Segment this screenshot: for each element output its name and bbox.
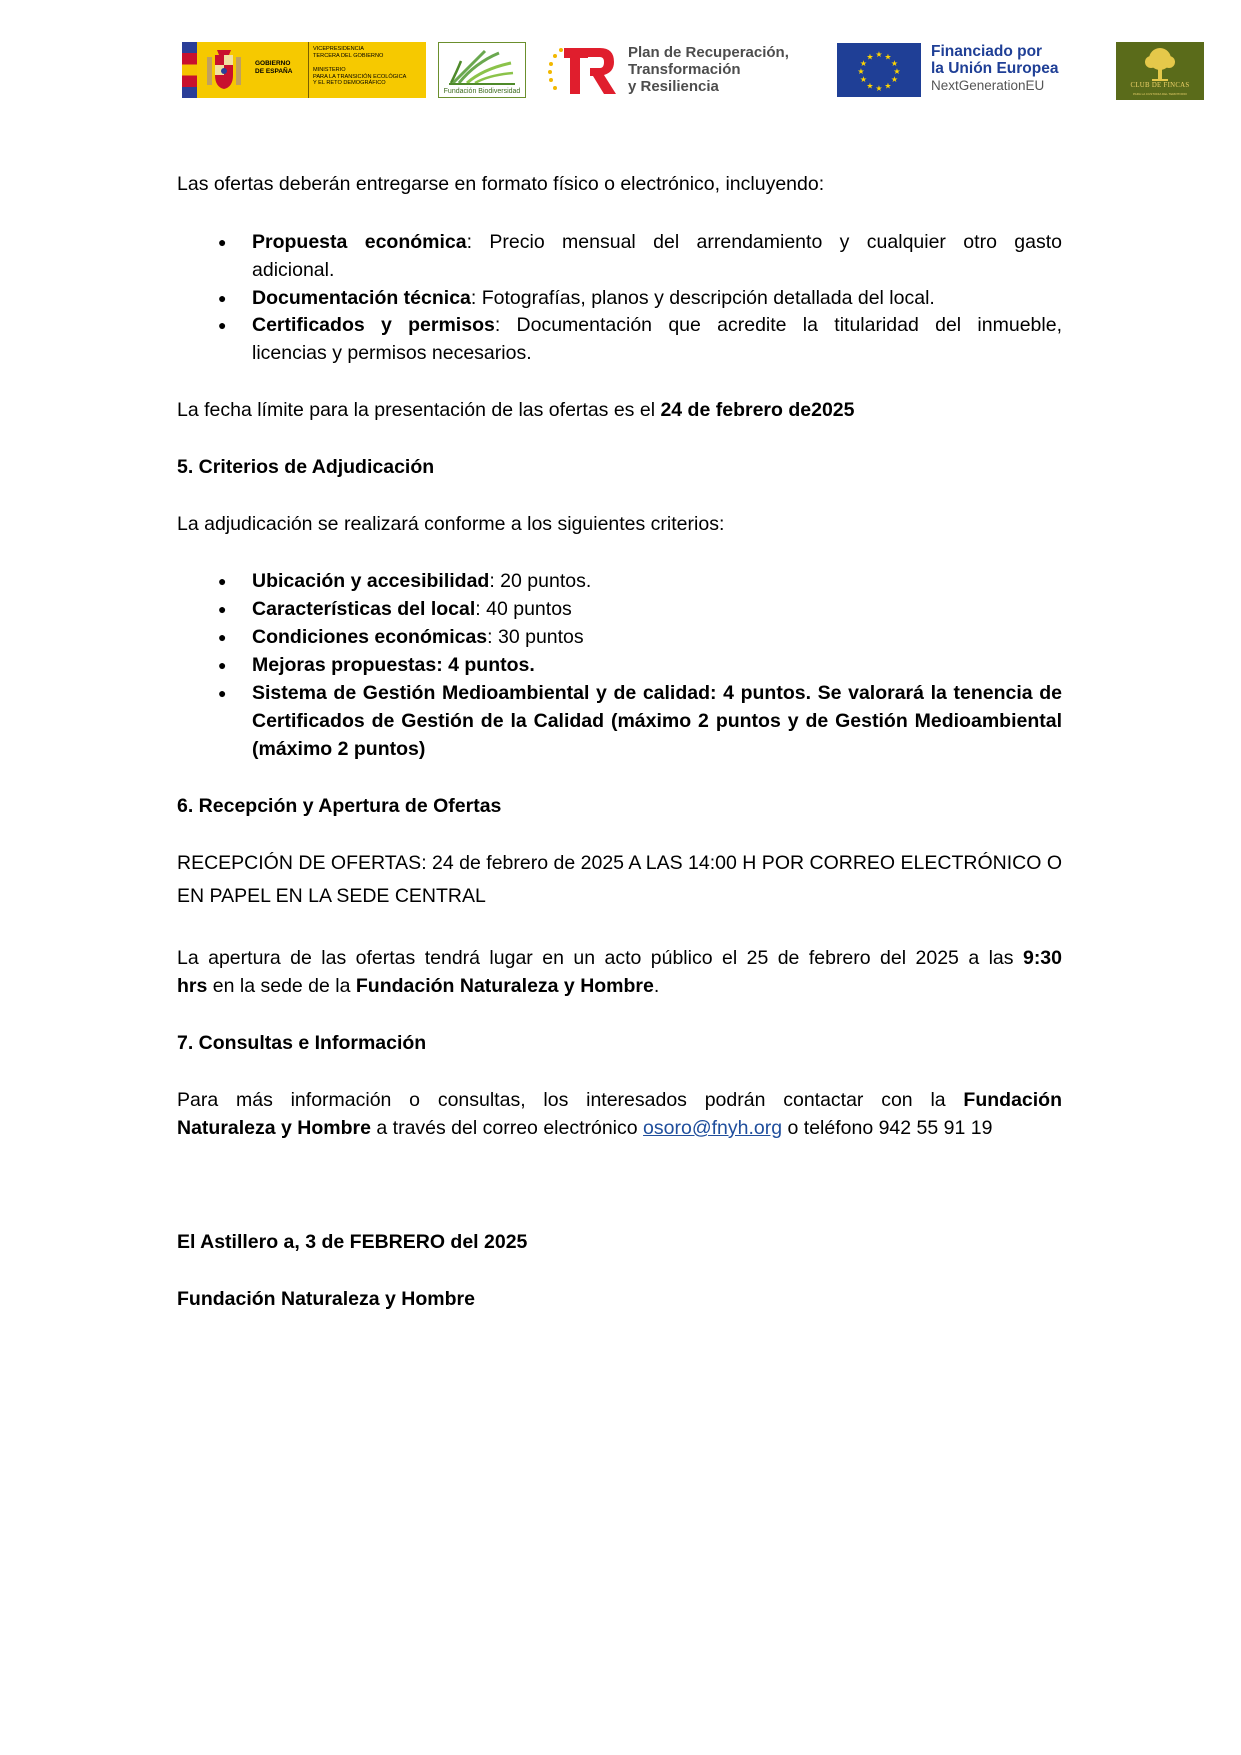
ministry-line4: PARA LA TRANSICIÓN ECOLÓGICA [313,73,407,80]
opening-text: en la sede de la [207,975,356,997]
svg-text:★: ★ [884,52,892,62]
list-item [252,311,1062,339]
tree-icon [1140,46,1180,82]
organization-name: Fundación Naturaleza y Hombre [355,975,654,997]
requirement-text-continued: licencias y permisos necesarios. [252,342,532,364]
list-item: Sistema de Gestión Medioambiental y de calidad: 4 puntos. Se valorará la tenencia de [252,682,1062,704]
prtr-line1: Plan de Recuperación, [628,44,789,61]
deadline-paragraph [177,396,1062,424]
requirement-term: Certificados y permisos [252,314,495,336]
gov-line1: GOBIERNO [255,60,291,67]
list-item [252,284,1062,312]
section5-intro: La adjudicación se realizará conforme a los siguientes criterios: [177,513,725,535]
requirement-term: Documentación técnica [252,287,471,309]
bullet-icon: ● [218,629,227,645]
bullet-icon: ● [218,573,227,589]
club-name: CLUB DE FINCAS [1130,82,1190,89]
organization-name: Naturaleza y Hombre [177,1117,371,1139]
bullet-icon: ● [218,290,227,306]
ministry-line5: Y EL RETO DEMOGRÁFICO [313,80,386,87]
svg-text:★: ★ [866,52,874,62]
contact-paragraph [177,1086,1062,1114]
bullet-icon: ● [218,685,227,701]
ministry-line2: TERCERA DEL GOBIERNO [313,52,384,59]
organization-name: Fundación [963,1089,1062,1111]
section-heading: 7. Consultas e Información [177,1032,427,1054]
deadline-text: La fecha límite para la presentación de las ofertas es el [177,399,661,421]
club-de-fincas-logo [1116,42,1204,100]
header-logos [182,42,1212,100]
list-item [252,651,1062,679]
list-item [252,595,1062,623]
criterion-term: Características del local [252,598,476,620]
svg-text:★: ★ [875,50,883,59]
eu-line2: la Unión Europea [931,60,1059,77]
gov-line2: DE ESPAÑA [255,67,293,75]
prtr-line2: Transformación [628,61,741,78]
email-link[interactable]: osoro@fnyh.org [643,1117,783,1139]
criterion-points: : 40 puntos [475,598,572,620]
tr-emblem-icon [546,42,622,98]
bullet-icon: ● [218,317,227,333]
place-date: El Astillero a, 3 de FEBRERO del 2025 [177,1231,528,1253]
criterion-points: : 30 puntos [487,626,584,648]
bullet-icon: ● [218,234,227,250]
ministry-line3: MINISTERIO [313,67,346,74]
opening-paragraph [177,944,1062,972]
biodiversidad-label: Fundación Biodiversidad [443,88,521,95]
requirement-text: : Fotografías, planos y descripción detallada del local. [470,287,935,309]
ministry-line1: VICEPRESIDENCIA [313,46,364,52]
section-heading: 6. Recepción y Apertura de Ofertas [177,795,502,817]
plan-recuperacion-logo [546,42,836,98]
eu-flag-stripe [182,42,197,98]
gobierno-espana-logo [182,42,426,98]
contact-text: a través del correo electrónico [370,1117,644,1139]
grass-icon [449,47,515,85]
prtr-line3: y Resiliencia [628,78,719,95]
svg-text:★: ★ [866,81,874,91]
signature-org: Fundación Naturaleza y Hombre [177,1288,475,1310]
reception-paragraph: RECEPCIÓN DE OFERTAS: 24 de febrero de 2025 A LAS 14:00 H POR CORREO ELECTRÓNICO O [177,852,1062,874]
criterion-term: Condiciones económicas [252,626,488,648]
ministry-text [309,42,426,98]
reception-paragraph-continued: EN PAPEL EN LA SEDE CENTRAL [177,885,486,907]
requirement-text: : Documentación que acredite la titularidad del inmueble, [494,314,1062,336]
opening-time-unit: hrs [177,975,208,997]
svg-text:★: ★ [859,59,868,68]
svg-text:★: ★ [857,67,865,76]
contact-text: Para más información o consultas, los interesados podrán contactar con la [177,1089,964,1111]
fundacion-biodiversidad-logo [438,42,526,98]
list-item-continued: Certificados de Gestión de la Calidad (máximo 2 puntos y de Gestión Medioambiental [252,710,1062,732]
deadline-date: 24 de febrero de2025 [660,399,855,421]
svg-text:★: ★ [890,75,899,84]
list-item-continued: (máximo 2 puntos) [252,738,426,760]
eu-funding-logo [837,42,1073,98]
eu-flag-icon [837,43,921,97]
coat-of-arms-icon [197,42,251,98]
requirement-term: Propuesta económica [252,231,467,253]
opening-end: . [653,975,660,997]
contact-paragraph-continued [177,1114,1062,1142]
opening-time: 9:30 [1022,947,1062,969]
bullet-icon: ● [218,601,227,617]
opening-text: La apertura de las ofertas tendrá lugar en un acto público el 25 de febrero del 2025 a las [177,947,1023,969]
eu-line3: NextGenerationEU [931,78,1045,93]
list-item [252,567,1062,595]
criterion-points: : 20 puntos. [489,570,592,592]
svg-text:★: ★ [875,84,883,93]
list-item [252,228,1062,256]
svg-text:★: ★ [884,81,892,91]
club-subtitle: PARA LA CUSTODIA DEL TERRITORIO [1132,92,1188,96]
bullet-icon: ● [218,657,227,673]
prtr-text [628,44,789,95]
section-heading: 5. Criterios de Adjudicación [177,456,435,478]
opening-paragraph-continued [177,972,1062,1000]
svg-text:★: ★ [890,59,899,68]
gobierno-text [251,42,309,98]
svg-text:★: ★ [859,75,868,84]
intro-paragraph: Las ofertas deberán entregarse en formato físico o electrónico, incluyendo: [177,173,825,195]
eu-line1: Financiado por [931,43,1043,60]
contact-phone: o teléfono 942 55 91 19 [782,1117,993,1139]
requirement-text-continued: adicional. [252,259,335,281]
eu-text [931,43,1058,94]
criterion-term: Mejoras propuestas: 4 puntos. [252,654,535,676]
requirement-text: : Precio mensual del arrendamiento y cualquier otro gasto [466,231,1062,253]
svg-text:★: ★ [893,67,901,76]
list-item [252,623,1062,651]
criterion-term: Ubicación y accesibilidad [252,570,490,592]
